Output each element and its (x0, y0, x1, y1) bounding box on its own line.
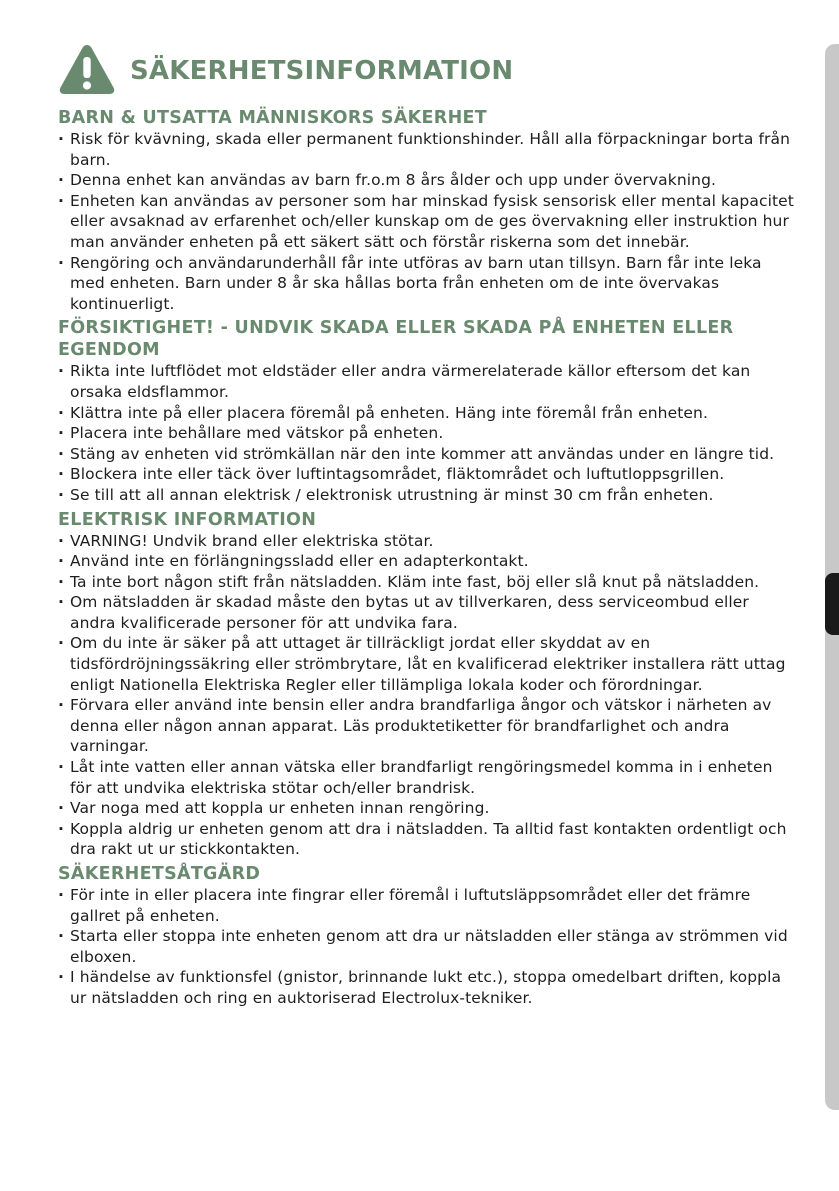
list-item: · Ta inte bort någon stift från nätsladden. Kläm inte fast, böj eller slå knut på nätsladden. (58, 572, 798, 593)
list-item: · Om nätsladden är skadad måste den bytas ut av tillverkaren, dess serviceombud eller andra kvalificerade personer för att undvika fara. (58, 592, 798, 633)
list-item: · Blockera inte eller täck över luftintagsområdet, fläktområdet och luftutloppsgrillen. (58, 464, 798, 485)
side-index-tab-active (825, 573, 839, 635)
section-heading-caution: FÖRSIKTIGHET! - UNDVIK SKADA ELLER SKADA PÅ ENHETEN ELLER EGENDOM (58, 318, 734, 361)
section-heading-child-safety: BARN & UTSATTA MÄNNISKORS SÄKERHET (58, 108, 488, 128)
section-heading-electrical: ELEKTRISK INFORMATION (58, 509, 317, 530)
list-item: · Om du inte är säker på att uttaget är tillräckligt jordat eller skyddat av en tidsfördröjningssäkring eller strömbrytare, låt en kvalificerad elektriker installera rätt uttag enligt Nationella Elektriska Regler eller tillämpliga lokala koder och förordningar. (58, 633, 798, 695)
list-item: · I händelse av funktionsfel (gnistor, brinnande lukt etc.), stoppa omedelbart driften, koppla ur nätsladden och ring en auktoriserad Electrolux-tekniker. (58, 967, 798, 1008)
list-item: · Låt inte vatten eller annan vätska eller brandfarligt rengöringsmedel komma in i enheten för att undvika elektriska stötar och/eller brandrisk. (58, 757, 798, 798)
page-title: SÄKERHETSINFORMATION (130, 56, 514, 86)
safety-measures-list (58, 885, 798, 1009)
list-item: · Enheten kan användas av personer som har minskad fysisk sensorisk eller mental kapacitet eller avsaknad av erfarenhet och/eller kunskap om de ges övervakning eller instruktion hur man använder enheten på ett säkert sätt och förstår riskerna som det innebär. (58, 191, 798, 253)
list-item: · Förvara eller använd inte bensin eller andra brandfarliga ångor och vätskor i närheten av denna eller någon annan apparat. Läs produktetiketter för brandfarlighet och andra varningar. (58, 695, 798, 757)
list-item: · VARNING! Undvik brand eller elektriska stötar. (58, 531, 798, 552)
list-item: · Koppla aldrig ur enheten genom att dra i nätsladden. Ta alltid fast kontakten ordentligt och dra rakt ut ur stickkontakten. (58, 819, 798, 860)
electrical-list (58, 531, 798, 861)
list-item: · Risk för kvävning, skada eller permanent funktionshinder. Håll alla förpackningar borta från barn. (58, 129, 798, 170)
list-item: · Se till att all annan elektrisk / elektronisk utrustning är minst 30 cm från enheten. (58, 485, 798, 506)
list-item: · Placera inte behållare med vätskor på enheten. (58, 423, 798, 444)
list-item: · Var noga med att koppla ur enheten innan rengöring. (58, 798, 798, 819)
warning-triangle-icon (58, 42, 116, 96)
list-item: · Klättra inte på eller placera föremål på enheten. Häng inte föremål från enheten. (58, 403, 798, 424)
section-heading-safety-measures: SÄKERHETSÅTGÄRD (58, 864, 261, 884)
page-header (58, 42, 758, 98)
list-item: · Rengöring och användarunderhåll får inte utföras av barn utan tillsyn. Barn får inte leka med enheten. Barn under 8 år ska hållas borta från enheten om de inte övervakas kontinuerligt. (58, 253, 798, 315)
safety-content (58, 107, 798, 1009)
child-safety-list (58, 129, 798, 314)
list-item: · Starta eller stoppa inte enheten genom att dra ur nätsladden eller stänga av strömmen vid elboxen. (58, 926, 798, 967)
list-item: · Rikta inte luftflödet mot eldstäder eller andra värmerelaterade källor eftersom det kan orsaka eldsflammor. (58, 361, 798, 402)
list-item: · För inte in eller placera inte fingrar eller föremål i luftutsläppsområdet eller det främre gallret på enheten. (58, 885, 798, 926)
list-item: · Stäng av enheten vid strömkällan när den inte kommer att användas under en längre tid. (58, 444, 798, 465)
list-item: · Använd inte en förlängningssladd eller en adapterkontakt. (58, 551, 798, 572)
list-item: · Denna enhet kan användas av barn fr.o.m 8 års ålder och upp under övervakning. (58, 170, 798, 191)
caution-list (58, 361, 798, 505)
